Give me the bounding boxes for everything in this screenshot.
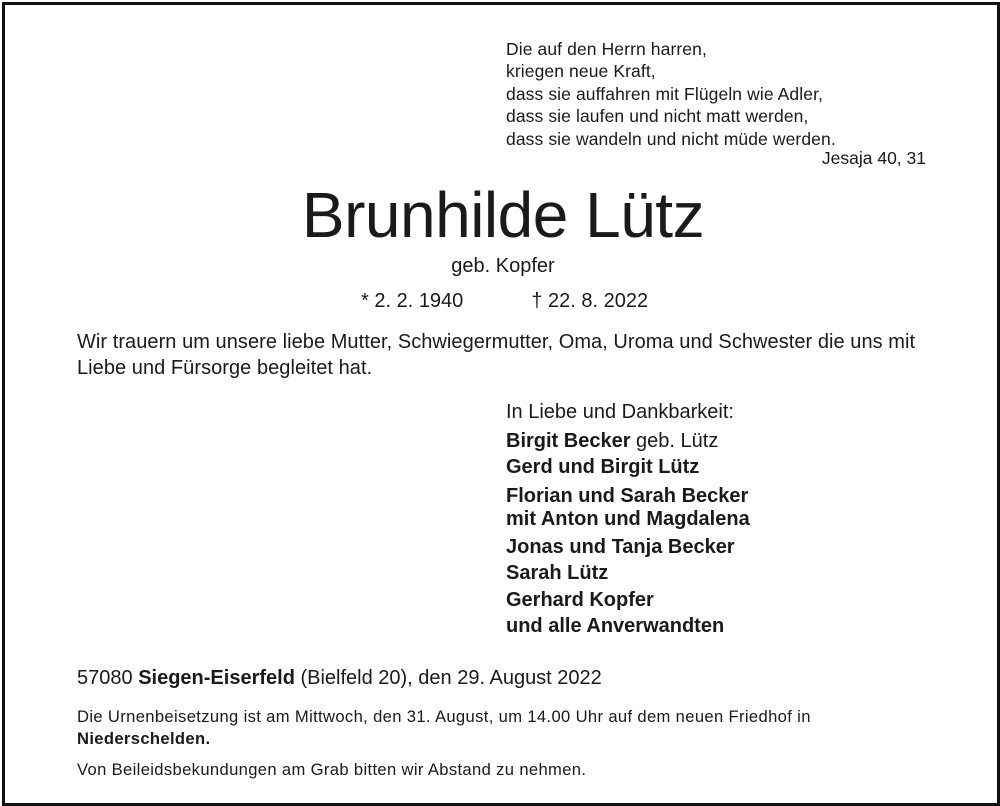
condolence-note: Von Beileidsbekundungen am Grab bitten wir Abstand zu nehmen.: [77, 760, 587, 779]
verse-line: dass sie auffahren mit Flügeln wie Adler,: [506, 83, 824, 104]
mourners-list: [506, 399, 750, 640]
burial-text: Die Urnenbeisetzung ist am Mittwoch, den 31. August, um 14.00 Uhr auf dem neuen Friedhof in: [77, 707, 811, 726]
verse-line: dass sie laufen und nicht matt werden,: [506, 106, 809, 127]
mourner-name: Sarah Lütz: [506, 562, 609, 584]
mourner-name: Gerhard Kopfer: [506, 588, 654, 611]
mourner-maiden-suffix: geb. Lütz: [630, 429, 719, 452]
town: Siegen-Eiserfeld: [138, 667, 295, 689]
mourners-intro: In Liebe und Dankbarkeit:: [506, 401, 734, 423]
place-and-date: [77, 665, 602, 691]
bible-verse: [506, 38, 836, 150]
deceased-name: Brunhilde Lütz: [301, 179, 705, 251]
verse-line: dass sie wandeln und nicht müde werden.: [506, 128, 836, 149]
mourner-name: mit Anton und Magdalena: [506, 507, 750, 530]
mourner-name: Jonas und Tanja Becker: [506, 535, 735, 558]
mourner-name: und alle Anverwandten: [506, 615, 725, 637]
mourning-message: Wir trauern um unsere liebe Mutter, Schwiegermutter, Oma, Uroma und Schwester die uns mit Liebe und Fürsorge begleitet hat.: [77, 331, 916, 379]
verse-reference: Jesaja 40, 31: [821, 148, 926, 168]
death-date: † 22. 8. 2022: [531, 290, 649, 312]
mourner-name: [506, 428, 750, 455]
life-dates: [361, 289, 648, 313]
burial-location: Niederschelden.: [77, 728, 211, 748]
burial-notice: [77, 706, 947, 749]
birth-date: * 2. 2. 1940: [361, 290, 464, 312]
address-and-date: (Bielfeld 20), den 29. August 2022: [294, 667, 602, 689]
mourner-name: Gerd und Birgit Lütz: [506, 456, 700, 478]
obituary-notice: [2, 2, 1000, 806]
postcode: 57080: [77, 667, 133, 689]
verse-line: Die auf den Herrn harren,: [506, 39, 707, 59]
maiden-name: geb. Kopfer: [451, 255, 555, 277]
mourner-name: Florian und Sarah Becker: [506, 484, 749, 507]
mourner-first-name: Birgit Becker: [506, 429, 631, 452]
verse-line: kriegen neue Kraft,: [506, 61, 656, 82]
